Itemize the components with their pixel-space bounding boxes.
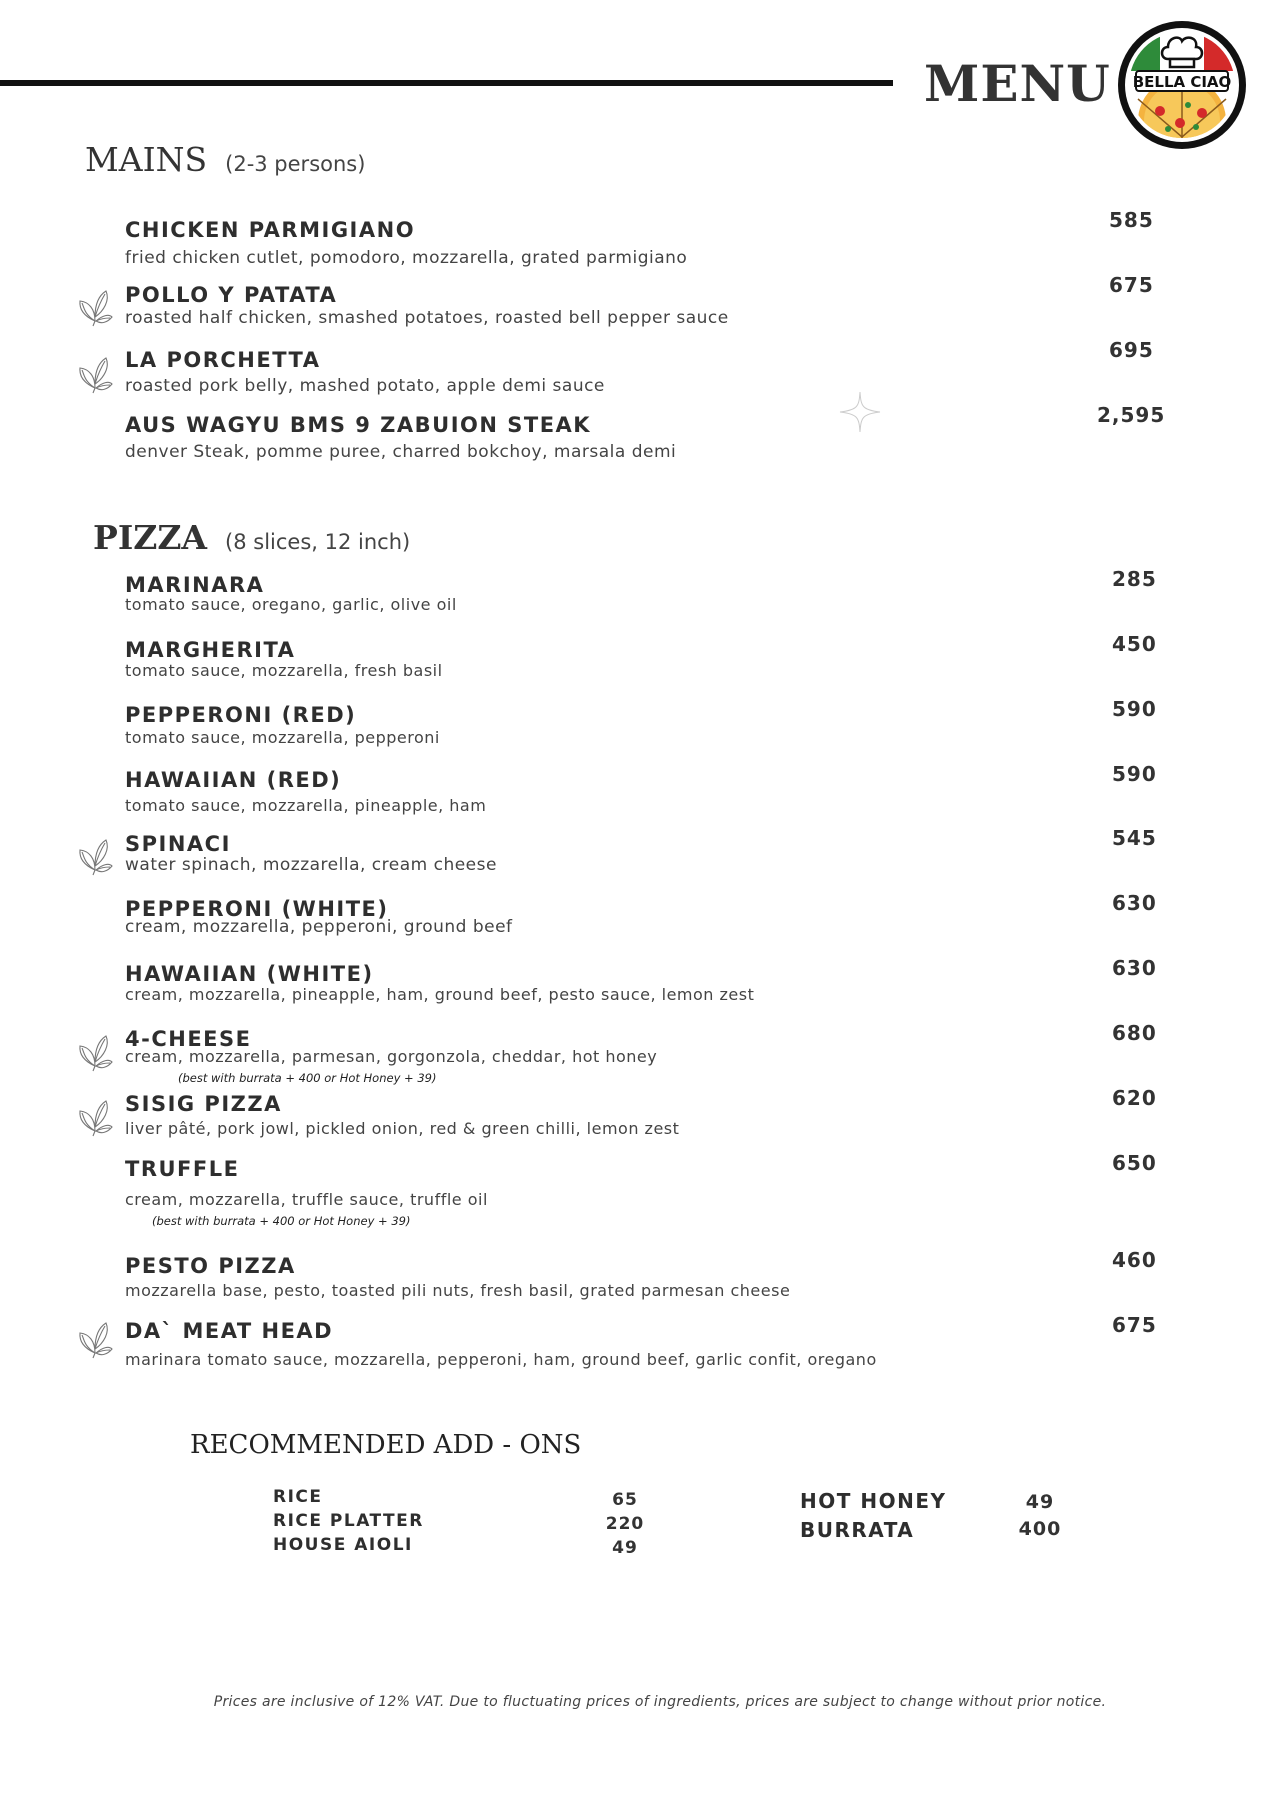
addon-name: HOUSE AIOLI bbox=[273, 1535, 413, 1555]
item-description: tomato sauce, mozzarella, fresh basil bbox=[125, 661, 443, 680]
item-price: 585 bbox=[1109, 208, 1154, 232]
item-description: liver pâté, pork jowl, pickled onion, red & green chilli, lemon zest bbox=[125, 1119, 680, 1138]
item-price: 450 bbox=[1112, 632, 1157, 656]
item-description: water spinach, mozzarella, cream cheese bbox=[125, 855, 497, 875]
addon-price: 220 bbox=[605, 1514, 645, 1534]
item-name: SPINACI bbox=[125, 832, 231, 856]
item-price: 545 bbox=[1112, 826, 1157, 850]
item-name: PESTO PIZZA bbox=[125, 1254, 296, 1278]
item-price: 680 bbox=[1112, 1021, 1157, 1045]
item-description: cream, mozzarella, pepperoni, ground beef bbox=[125, 917, 513, 937]
header-rule bbox=[0, 80, 893, 86]
page-title: MENU bbox=[924, 54, 1111, 113]
addon-price: 400 bbox=[1018, 1518, 1062, 1540]
item-price: 590 bbox=[1112, 762, 1157, 786]
item-price: 695 bbox=[1109, 338, 1154, 362]
item-price: 460 bbox=[1112, 1248, 1157, 1272]
item-name: PEPPERONI (RED) bbox=[125, 703, 357, 727]
footer-disclaimer: Prices are inclusive of 12% VAT. Due to fluctuating prices of ingredients, prices are subject to change without prior notice. bbox=[213, 1694, 1107, 1710]
item-name: 4-CHEESE bbox=[125, 1027, 252, 1051]
item-description: fried chicken cutlet, pomodoro, mozzarella, grated parmigiano bbox=[125, 248, 688, 268]
logo-text: BELLA CIAO bbox=[1132, 73, 1232, 91]
item-price: 675 bbox=[1112, 1313, 1157, 1337]
item-price: 675 bbox=[1109, 273, 1154, 297]
addon-name: RICE bbox=[273, 1487, 323, 1507]
item-price: 630 bbox=[1112, 956, 1157, 980]
item-note: (best with burrata + 400 or Hot Honey + 39) bbox=[152, 1214, 411, 1228]
item-name: HAWAIIAN (WHITE) bbox=[125, 962, 374, 986]
mains-subtitle: (2-3 persons) bbox=[225, 152, 366, 176]
item-name: HAWAIIAN (RED) bbox=[125, 768, 342, 792]
item-note: (best with burrata + 400 or Hot Honey + 39) bbox=[178, 1071, 437, 1085]
item-price: 590 bbox=[1112, 697, 1157, 721]
bella-ciao-logo bbox=[1116, 19, 1248, 151]
addon-price: 49 bbox=[612, 1538, 638, 1558]
basil-leaf-icon bbox=[76, 1032, 114, 1072]
item-description: roasted half chicken, smashed potatoes, roasted bell pepper sauce bbox=[125, 308, 729, 328]
basil-leaf-icon bbox=[76, 1319, 114, 1359]
item-description: cream, mozzarella, truffle sauce, truffle oil bbox=[125, 1190, 488, 1209]
addon-name: BURRATA bbox=[800, 1518, 915, 1542]
pizza-heading bbox=[93, 518, 410, 557]
addons-title: RECOMMENDED ADD - ONS bbox=[190, 1430, 582, 1460]
item-price: 630 bbox=[1112, 891, 1157, 915]
sparkle-icon bbox=[838, 390, 882, 434]
item-description: cream, mozzarella, parmesan, gorgonzola, cheddar, hot honey bbox=[125, 1047, 658, 1066]
item-name: PEPPERONI (WHITE) bbox=[125, 897, 389, 921]
item-price: 2,595 bbox=[1097, 403, 1166, 427]
mains-heading bbox=[85, 140, 365, 179]
item-price: 620 bbox=[1112, 1086, 1157, 1110]
item-description: roasted pork belly, mashed potato, apple demi sauce bbox=[125, 376, 605, 396]
item-description: denver Steak, pomme puree, charred bokchoy, marsala demi bbox=[125, 442, 677, 462]
item-name: SISIG PIZZA bbox=[125, 1092, 282, 1116]
mains-title: MAINS bbox=[85, 140, 208, 179]
pizza-title: PIZZA bbox=[93, 518, 208, 557]
basil-leaf-icon bbox=[76, 287, 114, 327]
item-name: CHICKEN PARMIGIANO bbox=[125, 218, 416, 242]
item-name: MARINARA bbox=[125, 573, 265, 597]
item-name: POLLO Y PATATA bbox=[125, 283, 338, 307]
item-description: mozzarella base, pesto, toasted pili nuts, fresh basil, grated parmesan cheese bbox=[125, 1281, 791, 1300]
pizza-subtitle: (8 slices, 12 inch) bbox=[225, 530, 411, 554]
addon-price: 65 bbox=[612, 1490, 638, 1510]
item-name: DA` MEAT HEAD bbox=[125, 1319, 334, 1343]
item-description: marinara tomato sauce, mozzarella, pepperoni, ham, ground beef, garlic confit, oregano bbox=[125, 1350, 877, 1369]
item-name: TRUFFLE bbox=[125, 1157, 240, 1181]
basil-leaf-icon bbox=[76, 1097, 114, 1137]
item-price: 650 bbox=[1112, 1151, 1157, 1175]
item-name: LA PORCHETTA bbox=[125, 348, 321, 372]
addon-price: 49 bbox=[1025, 1491, 1055, 1513]
item-description: tomato sauce, oregano, garlic, olive oil bbox=[125, 595, 457, 614]
basil-leaf-icon bbox=[76, 836, 114, 876]
item-description: tomato sauce, mozzarella, pineapple, ham bbox=[125, 796, 487, 815]
item-description: tomato sauce, mozzarella, pepperoni bbox=[125, 728, 440, 747]
item-name: AUS WAGYU BMS 9 ZABUION STEAK bbox=[125, 413, 592, 437]
addon-name: RICE PLATTER bbox=[273, 1511, 424, 1531]
item-name: MARGHERITA bbox=[125, 638, 296, 662]
addon-name: HOT HONEY bbox=[800, 1489, 947, 1513]
basil-leaf-icon bbox=[76, 354, 114, 394]
item-price: 285 bbox=[1112, 567, 1157, 591]
item-description: cream, mozzarella, pineapple, ham, ground beef, pesto sauce, lemon zest bbox=[125, 985, 755, 1004]
